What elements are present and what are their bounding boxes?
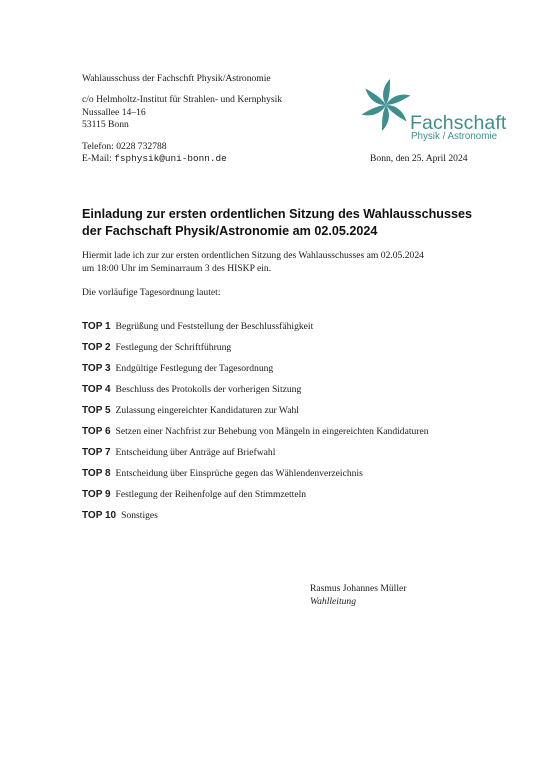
intro-line: Hiermit lade ich zur zur ersten ordentlichen Sitzung des Wahlausschusses am 02.05.2024 (82, 250, 424, 261)
agenda-text: Zulassung eingereichter Kandidaturen zur Wahl (115, 405, 299, 416)
address-line: 53115 Bonn (82, 119, 129, 131)
agenda-text: Entscheidung über Einsprüche gegen das Wählendenverzeichnis (115, 468, 363, 479)
letter-date: Bonn, den 25. April 2024 (370, 153, 468, 164)
agenda-item (82, 384, 502, 405)
agenda-number: TOP 1 (82, 321, 111, 332)
address-line: c/o Helmholtz-Institut für Strahlen- und Kernphysik (82, 94, 283, 106)
signature-role: Wahlleitung (310, 595, 357, 607)
agenda-lead: Die vorläufige Tagesordnung lautet: (82, 287, 221, 298)
agenda-item (82, 468, 502, 489)
agenda-number: TOP 3 (82, 363, 111, 374)
agenda-item (82, 510, 502, 531)
agenda-list (82, 321, 502, 531)
agenda-text: Festlegung der Schriftführung (115, 342, 232, 353)
sender-email-line (82, 153, 282, 165)
intro-line: um 18:00 Uhr im Seminarraum 3 des HISKP ein. (82, 262, 272, 274)
agenda-text: Festlegung der Reihenfolge auf den Stimmzetteln (115, 489, 307, 500)
agenda-number: TOP 6 (82, 426, 111, 437)
logo-wordmark: Fachschaft (410, 112, 507, 134)
agenda-item (82, 405, 502, 426)
agenda-text: Sonstiges (121, 510, 158, 521)
letter-title (82, 206, 482, 239)
title-line: der Fachschaft Physik/Astronomie am 02.05.2024 (82, 223, 378, 238)
agenda-item (82, 447, 502, 468)
address-line: Nussallee 14–16 (82, 106, 146, 118)
agenda-number: TOP 4 (82, 384, 111, 395)
agenda-item (82, 321, 502, 342)
agenda-item (82, 363, 502, 384)
agenda-text: Beschluss des Protokolls der vorherigen Sitzung (115, 384, 302, 395)
email-address: fsphysik@uni-bonn.de (114, 153, 227, 165)
agenda-number: TOP 2 (82, 342, 111, 353)
sender-org: Wahlausschuss der Fachschft Physik/Astronomie (82, 73, 271, 84)
email-label: E-Mail: (82, 153, 115, 165)
title-line: Einladung zur ersten ordentlichen Sitzung des Wahlausschusses (82, 207, 473, 221)
agenda-text: Endgültige Festlegung der Tagesordnung (115, 363, 274, 374)
agenda-number: TOP 7 (82, 447, 111, 458)
signature-name: Rasmus Johannes Müller (310, 583, 407, 594)
agenda-text: Setzen einer Nachfrist zur Behebung von Mängeln in eingereichten Kandidaturen (115, 426, 429, 437)
logo-subtitle: Physik / Astronomie (411, 131, 498, 142)
agenda-text: Entscheidung über Anträge auf Briefwahl (115, 447, 276, 458)
agenda-item (82, 342, 502, 363)
signature-block (310, 583, 406, 608)
agenda-number: TOP 8 (82, 468, 111, 479)
agenda-number: TOP 9 (82, 489, 111, 500)
agenda-item (82, 489, 502, 510)
intro-paragraph (82, 250, 482, 275)
agenda-item (82, 426, 502, 447)
agenda-text: Begrüßung und Feststellung der Beschlussfähigkeit (115, 321, 314, 332)
sender-address (82, 94, 282, 131)
sender-contact (82, 141, 282, 166)
sender-block (82, 73, 282, 165)
agenda-number: TOP 5 (82, 405, 111, 416)
agenda-number: TOP 10 (82, 510, 117, 521)
sender-phone: Telefon: 0228 732788 (82, 140, 167, 152)
